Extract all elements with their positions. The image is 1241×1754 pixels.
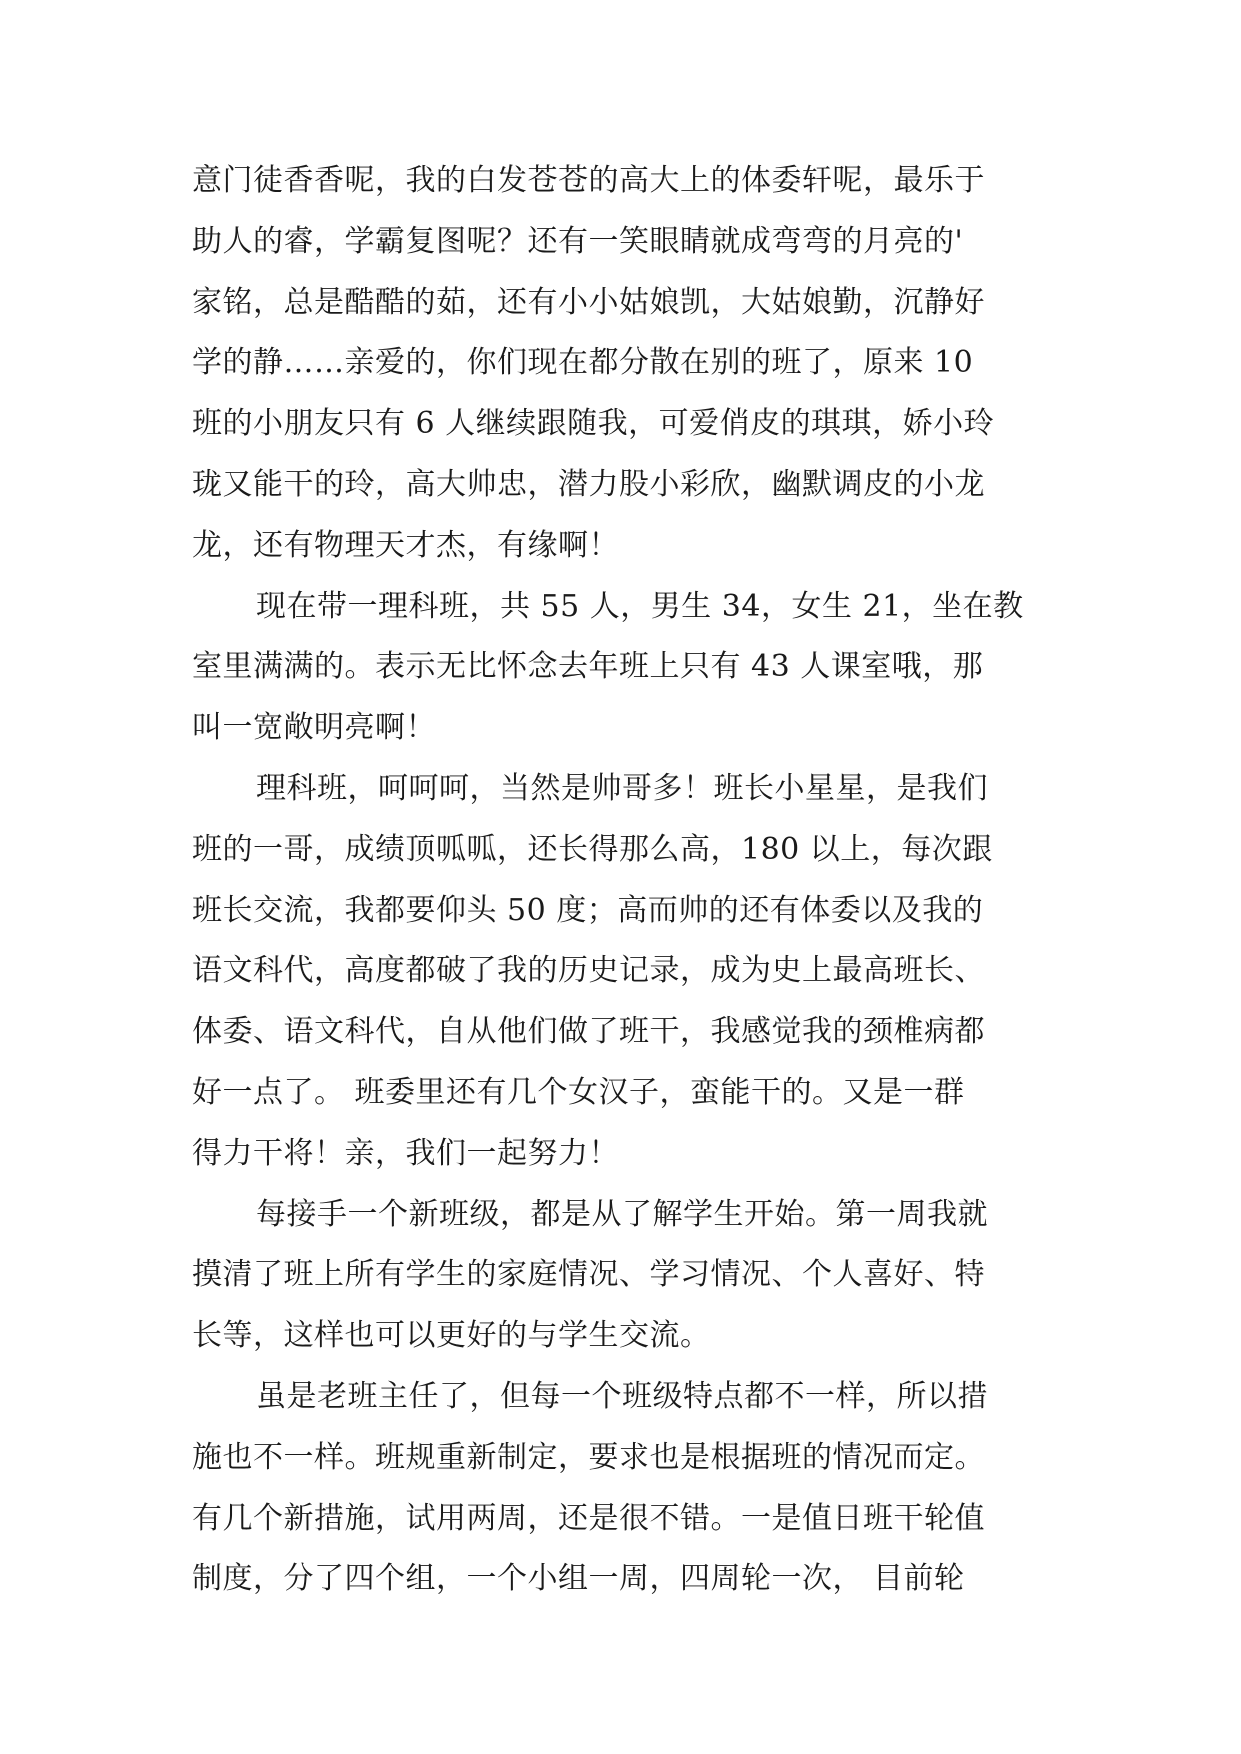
paragraph-first-line: 现在带一理科班，共 55 人，男生 34，女生 21，坐在教	[256, 588, 1024, 624]
paragraph-first-line: 理科班，呵呵呵，当然是帅哥多！班长小星星，是我们	[256, 770, 988, 806]
text-line: 班长交流，我都要仰头 50 度；高而帅的还有体委以及我的	[192, 892, 984, 928]
text-line: 语文科代，高度都破了我的历史记录，成为史上最高班长、	[192, 953, 985, 989]
text-line: 班的小朋友只有 6 人继续跟随我，可爱俏皮的琪琪，娇小玲	[192, 406, 995, 442]
text-line: 有几个新措施，试用两周，还是很不错。一是值日班干轮值	[192, 1500, 985, 1536]
text-line: 室里满满的。表示无比怀念去年班上只有 43 人课室哦，那	[192, 649, 984, 685]
text-line: 家铭，总是酷酷的茹，还有小小姑娘凯，大姑娘勤，沉静好	[192, 284, 985, 320]
text-line: 助人的睿，学霸复图呢？还有一笑眼睛就成弯弯的月亮的'	[192, 223, 964, 259]
text-line: 班的一哥，成绩顶呱呱，还长得那么高，180 以上，每次跟	[192, 831, 993, 867]
text-line: 得力干将！亲，我们一起努力！	[192, 1135, 619, 1171]
text-line: 制度，分了四个组，一个小组一周，四周轮一次， 目前轮	[192, 1561, 965, 1597]
text-line: 长等，这样也可以更好的与学生交流。	[192, 1318, 711, 1354]
text-line: 叫一宽敞明亮啊！	[192, 710, 436, 746]
text-line: 摸清了班上所有学生的家庭情况、学习情况、个人喜好、特	[192, 1257, 985, 1293]
text-line: 意门徒香香呢，我的白发苍苍的高大上的体委轩呢，最乐于	[192, 163, 985, 198]
text-line: 学的静……亲爱的，你们现在都分散在别的班了，原来 10	[192, 345, 974, 381]
document-body	[192, 151, 1062, 1610]
paragraph-first-line: 每接手一个新班级，都是从了解学生开始。第一周我就	[256, 1196, 988, 1232]
text-line: 龙，还有物理天才杰，有缘啊！	[192, 527, 619, 563]
text-line: 珑又能干的玲，高大帅忠，潜力股小彩欣，幽默调皮的小龙	[192, 466, 985, 502]
text-line: 体委、语文科代，自从他们做了班干，我感觉我的颈椎病都	[192, 1014, 985, 1050]
paragraph-first-line: 虽是老班主任了，但每一个班级特点都不一样，所以措	[256, 1378, 988, 1414]
text-line: 施也不一样。班规重新制定，要求也是根据班的情况而定。	[192, 1439, 985, 1475]
text-line: 好一点了。 班委里还有几个女汉子，蛮能干的。又是一群	[192, 1074, 965, 1110]
